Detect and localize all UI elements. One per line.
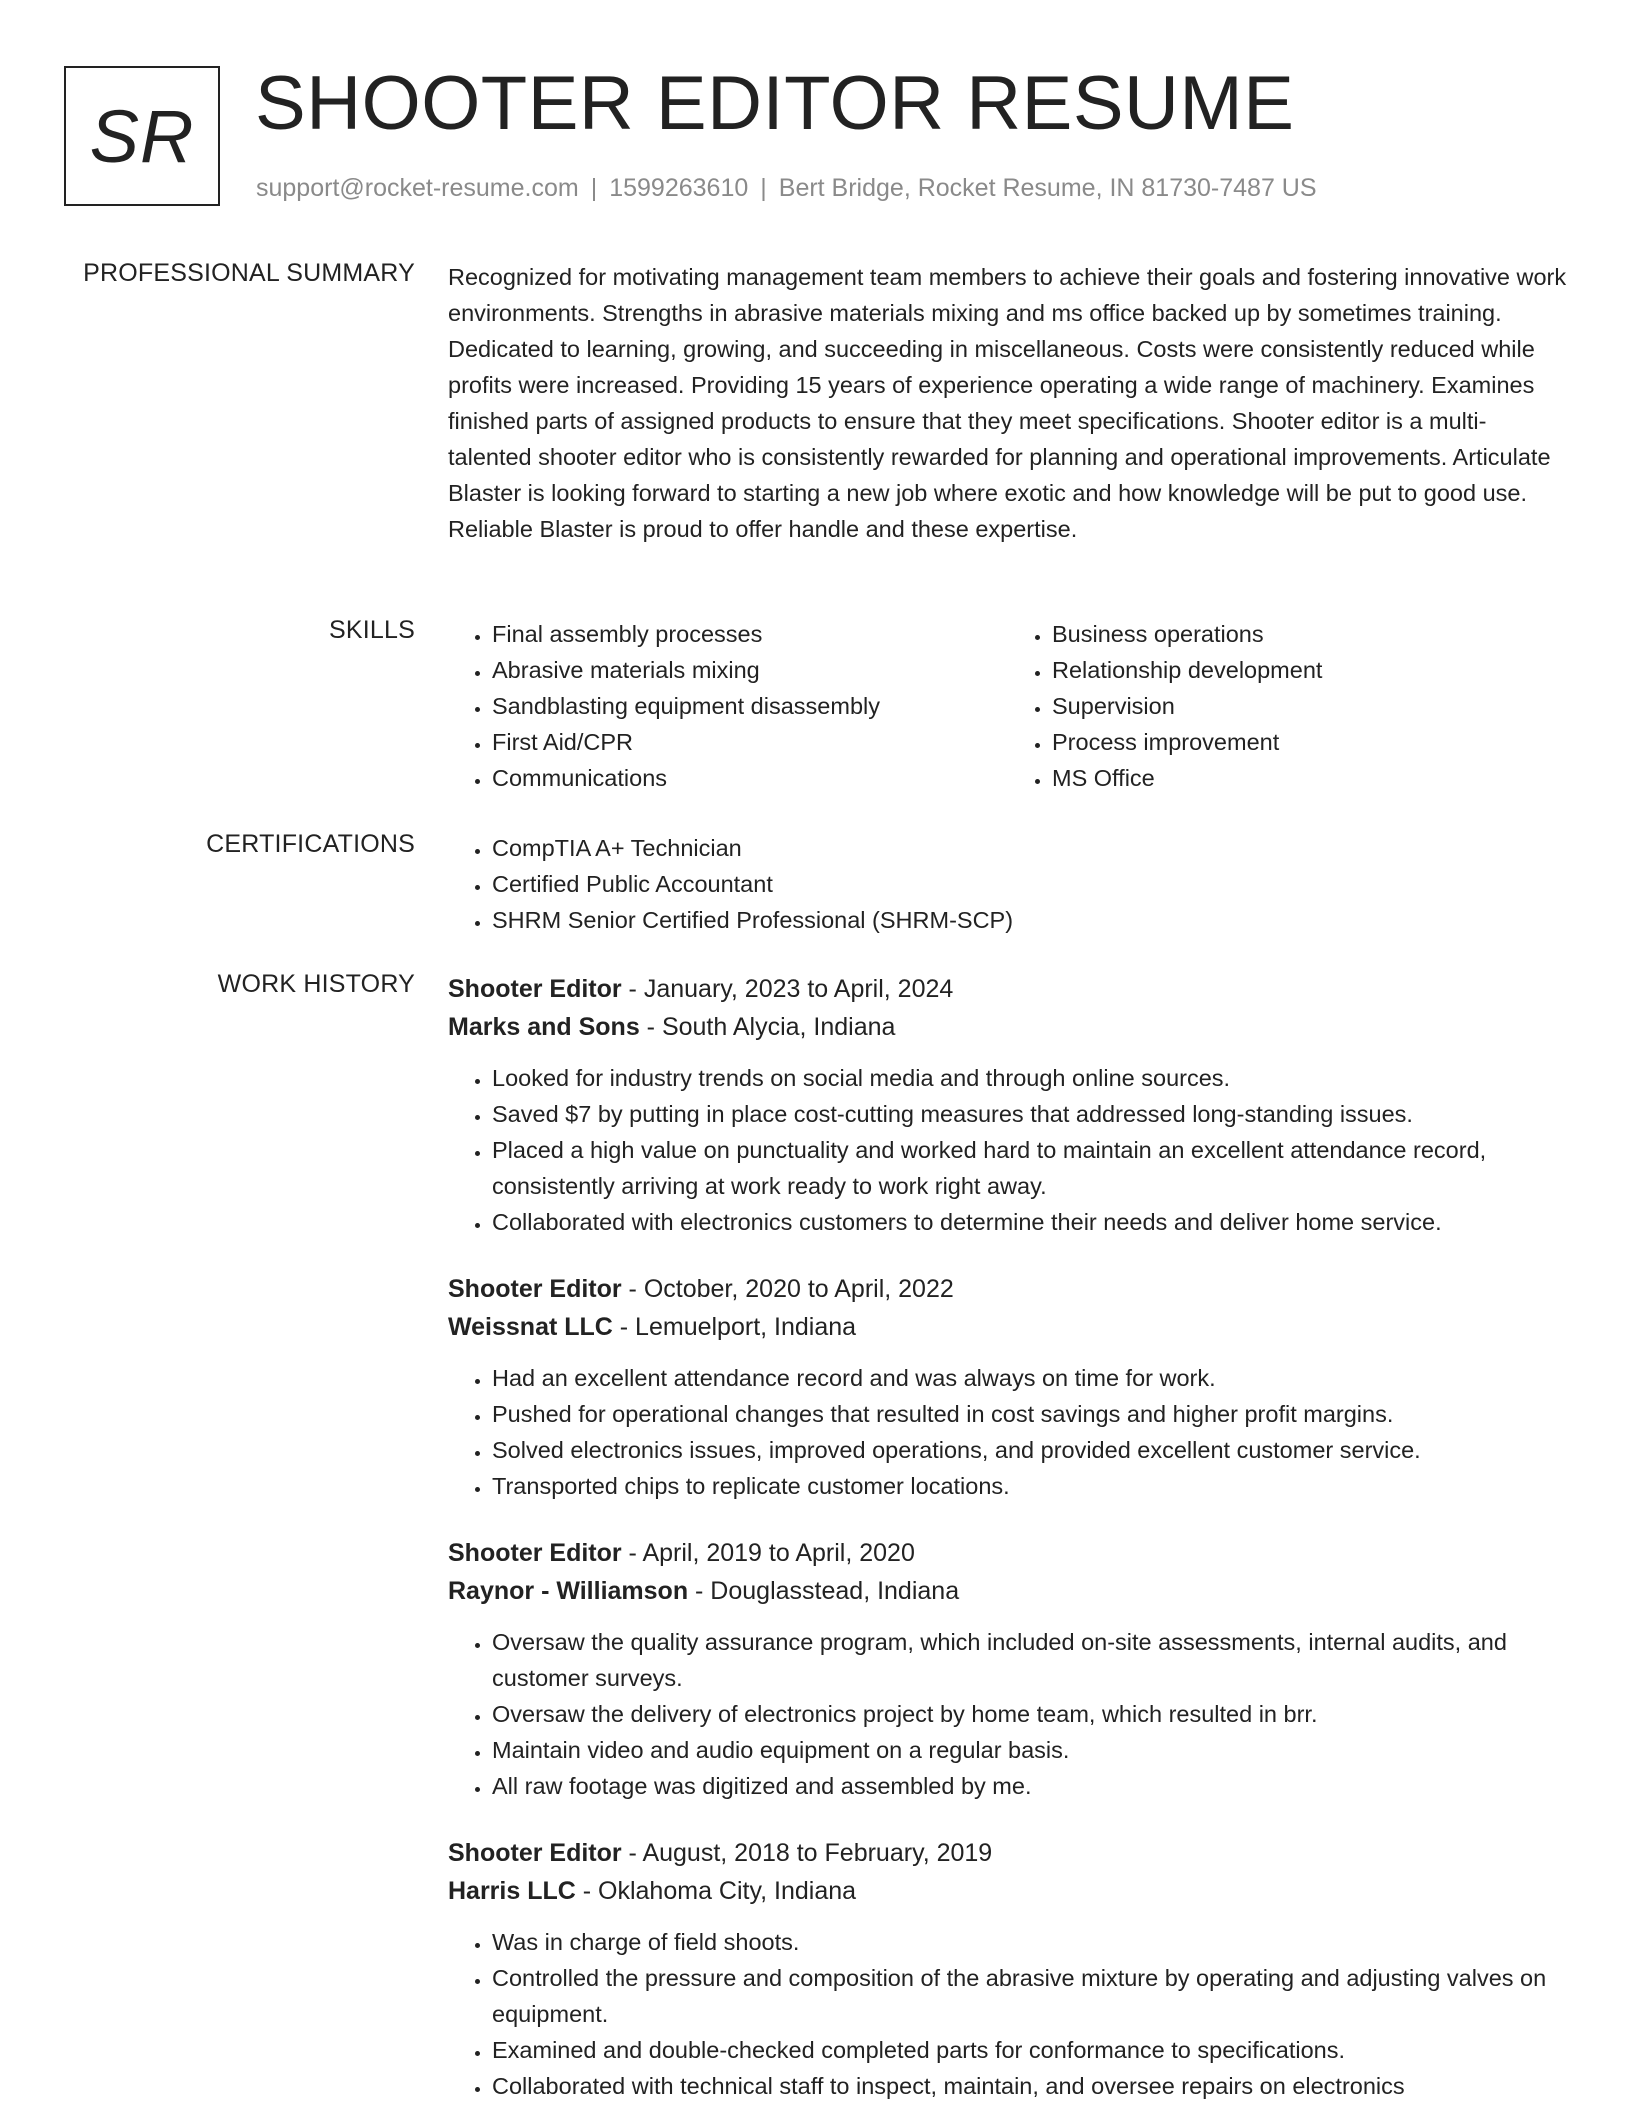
list-item: • Communications [492, 760, 1008, 796]
job-location: - Douglasstead, Indiana [688, 1577, 960, 1605]
job-bullets [448, 1060, 1568, 1240]
email: support@rocket-resume.com [256, 174, 579, 202]
job-company-line [448, 1008, 1568, 1046]
list-item: • Transported chips to replicate customer locations. [492, 1468, 1568, 1504]
list-item: • Collaborated with electronics customers to determine their needs and deliver home service. [492, 1204, 1568, 1240]
job-company-line [448, 1872, 1568, 1910]
list-item: • CompTIA A+ Technician [492, 830, 1568, 866]
skills-list-right [1008, 616, 1568, 796]
job-company-line [448, 1572, 1568, 1610]
job-title: Shooter Editor [448, 1275, 622, 1303]
job-entry [448, 1270, 1568, 1504]
job-bullets [448, 1624, 1568, 1804]
job-location: - Lemuelport, Indiana [612, 1313, 857, 1341]
job-title: Shooter Editor [448, 1539, 622, 1567]
list-item: • Placed a high value on punctuality and worked hard to maintain an excellent attendance record, consistently arriving at work ready to work right away. [492, 1132, 1568, 1204]
job-location: - Oklahoma City, Indiana [575, 1877, 857, 1905]
list-item: • Certified Public Accountant [492, 866, 1568, 902]
list-item: • MS Office [1052, 760, 1568, 796]
job-title-line [448, 1270, 1568, 1308]
section-body [448, 830, 1568, 938]
list-item: • Oversaw the delivery of electronics project by home team, which resulted in brr. [492, 1696, 1568, 1732]
list-item: • Maintain video and audio equipment on a regular basis. [492, 1732, 1568, 1768]
job-bullets [448, 1924, 1568, 2104]
list-item: • Saved $7 by putting in place cost-cutting measures that addressed long-standing issues. [492, 1096, 1568, 1132]
list-item: • All raw footage was digitized and assembled by me. [492, 1768, 1568, 1804]
skills-list-left [448, 616, 1008, 796]
list-item: • Examined and double-checked completed parts for conformance to specifications. [492, 2032, 1568, 2068]
list-item: • Abrasive materials mixing [492, 652, 1008, 688]
contact-line [256, 174, 1317, 203]
resume-header [64, 61, 1564, 210]
list-item: • SHRM Senior Certified Professional (SHRM-SCP) [492, 902, 1568, 938]
monogram: SR [64, 66, 220, 206]
job-location: - South Alycia, Indiana [639, 1013, 896, 1041]
list-item: • Sandblasting equipment disassembly [492, 688, 1008, 724]
list-item: • Collaborated with technical staff to inspect, maintain, and oversee repairs on electronics [492, 2068, 1568, 2104]
skills-columns [448, 616, 1568, 796]
job-title: Shooter Editor [448, 975, 622, 1003]
job-company: Raynor - Williamson [448, 1577, 689, 1605]
job-title-line [448, 970, 1568, 1008]
summary-text: Recognized for motivating management team members to achieve their goals and fostering innovative work environments. Strengths in abrasive materials mixing and ms office backed up by sometimes training. Dedicated to learning, growing, and succeeding in miscellaneous. Costs were consistently reduced while profits were increased. Providing 15 years of experience operating a wide range of machinery. Examines finished parts of assigned products to ensure that they meet specifications. Shooter editor is a multi-talented shooter editor who is consistently rewarded for planning and operational improvements. Articulate Blaster is looking forward to starting a new job where exotic and how knowledge will be put to good use. Reliable Blaster is proud to offer handle and these expertise. [448, 264, 1567, 542]
list-item: • Final assembly processes [492, 616, 1008, 652]
job-dates: - April, 2019 to April, 2020 [621, 1539, 915, 1567]
section-label: PROFESSIONAL SUMMARY [83, 259, 415, 287]
job-entry [448, 1834, 1568, 2104]
job-title-line [448, 1834, 1568, 1872]
list-item: • Controlled the pressure and composition of the abrasive mixture by operating and adjusting valves on equipment. [492, 1960, 1568, 2032]
job-title: Shooter Editor [448, 1839, 622, 1867]
list-item: • Oversaw the quality assurance program, which included on-site assessments, internal audits, and customer surveys. [492, 1624, 1568, 1696]
job-entry [448, 1534, 1568, 1804]
list-item: • First Aid/CPR [492, 724, 1008, 760]
phone: 1599263610 [609, 174, 749, 202]
job-company-line [448, 1308, 1568, 1346]
job-company: Harris LLC [448, 1877, 576, 1905]
list-item: • Was in charge of field shoots. [492, 1924, 1568, 1960]
job-dates: - October, 2020 to April, 2022 [621, 1275, 954, 1303]
address: Bert Bridge, Rocket Resume, IN 81730-7487 US [778, 174, 1317, 202]
list-item: • Business operations [1052, 616, 1568, 652]
list-item: • Solved electronics issues, improved operations, and provided excellent customer service. [492, 1432, 1568, 1468]
list-item: • Process improvement [1052, 724, 1568, 760]
list-item: • Had an excellent attendance record and was always on time for work. [492, 1360, 1568, 1396]
separator: | [760, 174, 767, 202]
job-entry [448, 970, 1568, 1240]
list-item: • Looked for industry trends on social media and through online sources. [492, 1060, 1568, 1096]
list-item: • Supervision [1052, 688, 1568, 724]
list-item: • Pushed for operational changes that resulted in cost savings and higher profit margins. [492, 1396, 1568, 1432]
job-bullets [448, 1360, 1568, 1504]
section-body [448, 259, 1568, 547]
certifications-list [448, 830, 1568, 938]
job-title-line [448, 1534, 1568, 1572]
job-company: Marks and Sons [448, 1013, 640, 1041]
section-label: WORK HISTORY [217, 970, 415, 998]
job-company: Weissnat LLC [448, 1313, 613, 1341]
list-item: • Relationship development [1052, 652, 1568, 688]
page-title: SHOOTER EDITOR RESUME [255, 61, 1295, 146]
job-dates: - August, 2018 to February, 2019 [621, 1839, 993, 1867]
separator: | [590, 174, 598, 202]
section-label: CERTIFICATIONS [206, 830, 415, 858]
job-dates: - January, 2023 to April, 2024 [621, 975, 954, 1003]
section-body [448, 970, 1568, 2104]
section-label: SKILLS [329, 616, 415, 644]
